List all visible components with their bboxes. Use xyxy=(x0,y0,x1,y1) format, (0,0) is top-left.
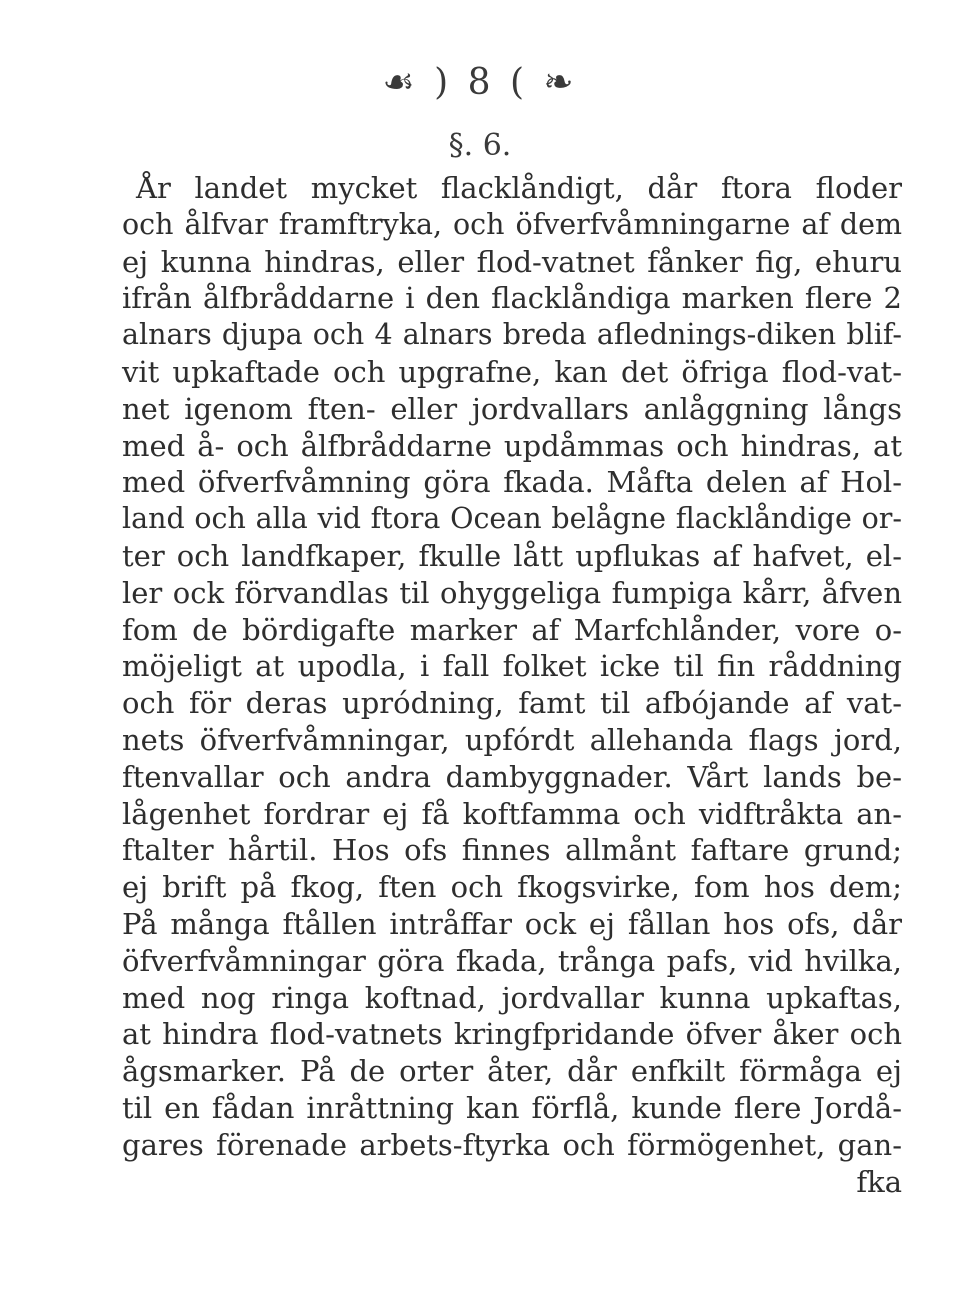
text-line: ågsmarker. På de orter åter, dår enfkilt förmåga ej xyxy=(122,1054,902,1089)
text-line: och ålfvar framftryka, och öfverfvåmningarne af dem xyxy=(122,207,902,241)
text-line: fom de bördigafte marker af Marfchlånder, vore o- xyxy=(122,612,902,647)
text-line: ej brift på fkog, ften och fkogsvirke, fom hos dem; xyxy=(122,870,902,905)
text-line: ej kunna hindras, eller flod-vatnet fånker fig, ehuru xyxy=(122,244,902,279)
text-line: alnars djupa och 4 alnars breda aflednings-diken blif- xyxy=(122,318,902,352)
text-line: och för deras upródning, famt til afbójande af vat- xyxy=(122,686,902,721)
text-line: öfverfvåmningar göra fkada, trånga pafs, vid hvilka, xyxy=(122,943,902,978)
section-number: §. 6. xyxy=(448,128,512,163)
text-line: land och alla vid ftora Ocean belågne flacklåndige or- xyxy=(122,502,902,536)
text-line: gares förenade arbets-ftyrka och förmögenhet, gan- xyxy=(122,1127,902,1162)
text-line: med öfverfvåmning göra fkada. Måfta delen af Hol- xyxy=(122,465,902,500)
text-line: vit upkaftade och upgrafne, kan det öfriga flod-vat- xyxy=(122,354,902,389)
running-head: ☙ ) 8 ( ❧ xyxy=(382,62,578,103)
catchword: fka xyxy=(856,1164,902,1199)
text-line: ler ock förvandlas til ohyggeliga fumpiga kårr, åfven xyxy=(122,575,902,610)
text-line: År landet mycket flacklåndigt, dår ftora floder xyxy=(136,171,902,205)
text-line: med nog ringa koftnad, jordvallar kunna upkaftas, xyxy=(122,980,902,1015)
text-line: at hindra flod-vatnets kringfpridande öfver åker och xyxy=(122,1017,902,1052)
text-line: ter och landfkaper, fkulle lått upflukas af hafvet, el- xyxy=(122,538,902,573)
body-text xyxy=(122,170,902,1200)
text-line: ifrån ålfbråddarne i den flacklåndiga marken flere 2 xyxy=(122,281,902,316)
text-line: net igenom ften- eller jordvallars anlåggning långs xyxy=(122,391,902,426)
text-line: til en fådan inråttning kan förflå, kunde flere Jordå- xyxy=(122,1090,902,1125)
text-line: med å- och ålfbråddarne updåmmas och hindras, at xyxy=(122,428,902,463)
text-line: På många ftållen intråffar ock ej fållan hos ofs, dår xyxy=(122,906,902,941)
text-line: ftalter hårtil. Hos ofs finnes allmånt faftare grund; xyxy=(122,833,902,868)
text-line: ftenvallar och andra dambyggnader. Vårt lands be- xyxy=(122,759,902,794)
text-line: lågenhet fordrar ej få koftfamma och vidftråkta an- xyxy=(122,796,902,831)
text-line: möjeligt at upodla, i fall folket icke til fin råddning xyxy=(122,649,902,684)
text-line: nets öfverfvåmningar, upfórdt allehanda flags jord, xyxy=(122,722,902,757)
